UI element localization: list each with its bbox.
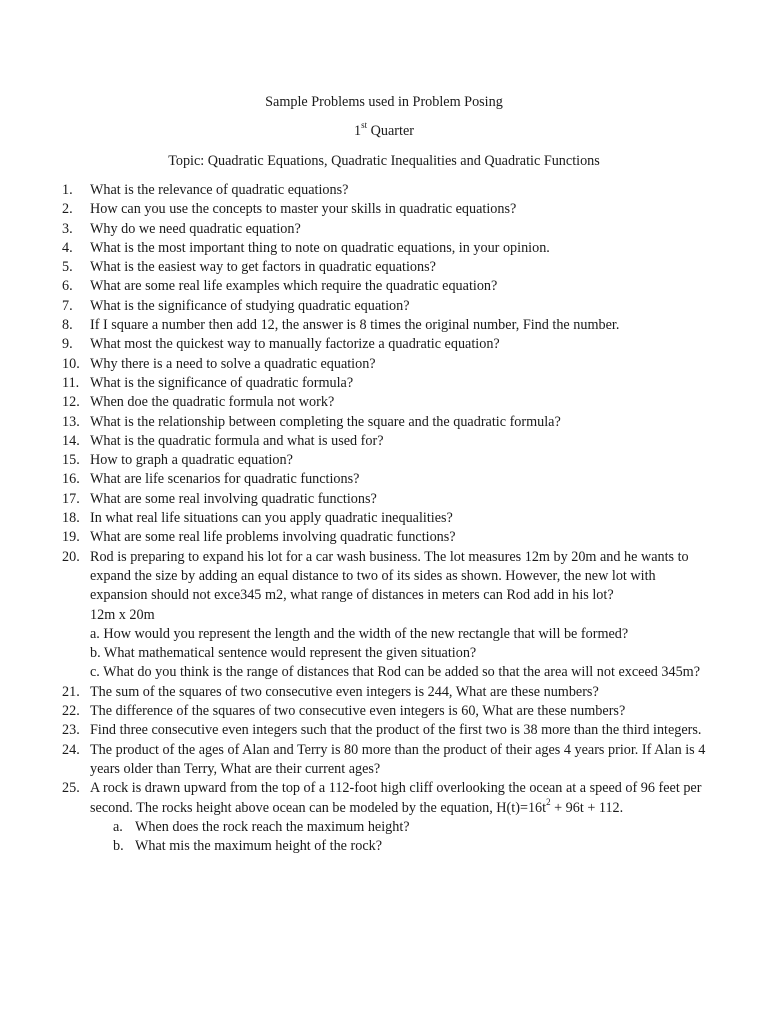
question-number: 24. [62, 741, 80, 758]
question-number: 10. [62, 355, 80, 372]
question-text: If I square a number then add 12, the answer is 8 times the original number, Find the number. [90, 317, 620, 334]
question-list [62, 181, 712, 856]
question-number: 7. [62, 297, 73, 314]
sub-question [90, 818, 712, 837]
sub-question [90, 837, 712, 856]
question-number: 2. [62, 201, 73, 218]
sub-question-list [90, 818, 712, 857]
question-number: 15. [62, 452, 80, 469]
sub-question-letter: b. [113, 838, 124, 855]
question-item [62, 432, 712, 451]
question-number: 6. [62, 278, 73, 295]
document-title: Sample Problems used in Problem Posing [265, 94, 503, 110]
question-number: 20. [62, 548, 80, 565]
question-number: 5. [62, 259, 73, 276]
question-text: Why there is a need to solve a quadratic equation? [90, 355, 376, 372]
question-number: 12. [62, 394, 80, 411]
question-number: 3. [62, 220, 73, 237]
quarter-heading [0, 122, 768, 141]
question-text: What is the significance of studying quadratic equation? [90, 297, 410, 314]
question-number: 21. [62, 683, 80, 700]
question-item [62, 277, 712, 296]
question-item [62, 297, 712, 316]
exponent: 2 [546, 796, 551, 807]
question-number: 19. [62, 529, 80, 546]
quarter-word: Quarter [370, 123, 414, 139]
question-item [62, 393, 712, 412]
sub-question-b: b. What mathematical sentence would represent the given situation? [90, 645, 477, 662]
quarter-number: 1 [354, 123, 362, 139]
question-text: The sum of the squares of two consecutive even integers is 244, What are these numbers? [90, 683, 599, 700]
question-number: 17. [62, 490, 80, 507]
topic-heading: Topic: Quadratic Equations, Quadratic Inequalities and Quadratic Functions [168, 153, 600, 169]
question-item [62, 528, 712, 547]
question-text: When doe the quadratic formula not work? [90, 394, 335, 411]
question-text: What is the relevance of quadratic equations? [90, 182, 349, 198]
question-item [62, 355, 712, 374]
quarter-ordinal-suffix: st [361, 120, 368, 131]
question-number: 1. [62, 182, 73, 198]
question-text-end: + 96t + 112. [550, 799, 624, 816]
question-text: What is the quadratic formula and what is used for? [90, 432, 384, 449]
question-number: 25. [62, 780, 80, 797]
question-text: The product of the ages of Alan and Terry is 80 more than the product of their ages 4 years prior. If Alan is 4 years older than Terry, What are their current ages? [90, 741, 706, 777]
question-text: What most the quickest way to manually factorize a quadratic equation? [90, 336, 500, 353]
sub-question-a: a. How would you represent the length and the width of the new rectangle that will be formed? [90, 625, 629, 642]
question-number: 11. [62, 374, 80, 391]
question-number: 9. [62, 336, 73, 353]
question-text: Why do we need quadratic equation? [90, 220, 301, 237]
question-text: What are some real involving quadratic functions? [90, 490, 377, 507]
question-number: 22. [62, 703, 80, 720]
question-text: Rod is preparing to expand his lot for a car wash business. The lot measures 12m by 20m and he wants to expand the size by adding an equal distance to two of its sides as shown. However, the new lot with expansion should not exce345 m2, what range of distances in meters can Rod add in his lot? [90, 548, 689, 604]
question-item [62, 239, 712, 258]
question-text: What is the easiest way to get factors in quadratic equations? [90, 259, 436, 276]
question-item [62, 683, 712, 702]
question-text: What is the significance of quadratic formula? [90, 374, 354, 391]
lot-dimensions: 12m x 20m [90, 606, 155, 623]
question-item [62, 258, 712, 277]
question-item [62, 741, 712, 780]
question-text: What is the most important thing to note on quadratic equations, in your opinion. [90, 239, 550, 256]
sub-question-letter: a. [113, 818, 123, 835]
question-text: How to graph a quadratic equation? [90, 452, 293, 469]
question-text: What is the relationship between completing the square and the quadratic formula? [90, 413, 561, 430]
question-text: The difference of the squares of two consecutive even integers is 60, What are these numbers? [90, 703, 626, 720]
sub-question-c: c. What do you think is the range of distances that Rod can be added so that the area will not exceed 345m? [90, 664, 701, 681]
question-item [62, 200, 712, 219]
question-item [62, 509, 712, 528]
sub-question-text: What mis the maximum height of the rock? [135, 838, 383, 855]
question-item-20 [62, 548, 712, 683]
question-number: 13. [62, 413, 80, 430]
question-item-25 [62, 779, 712, 856]
question-item [62, 181, 712, 200]
question-text: A rock is drawn upward from the top of a 112-foot high cliff overlooking the ocean at a speed of 96 feet per second. The rocks height above ocean can be modeled by the equation, H(t)=16t [90, 780, 702, 816]
question-number: 16. [62, 471, 80, 488]
sub-question-text: When does the rock reach the maximum height? [135, 818, 410, 835]
question-item [62, 374, 712, 393]
question-text: What are some real life examples which require the quadratic equation? [90, 278, 498, 295]
question-text: Find three consecutive even integers such that the product of the first two is 38 more than the third integers. [90, 722, 702, 739]
question-item [62, 451, 712, 470]
question-number: 4. [62, 239, 73, 256]
question-item [62, 335, 712, 354]
question-item [62, 470, 712, 489]
question-text: What are life scenarios for quadratic functions? [90, 471, 360, 488]
question-item [62, 316, 712, 335]
question-number: 23. [62, 722, 80, 739]
question-item [62, 721, 712, 740]
question-text: What are some real life problems involving quadratic functions? [90, 529, 456, 546]
question-item [62, 702, 712, 721]
question-number: 18. [62, 510, 80, 527]
question-text: In what real life situations can you apply quadratic inequalities? [90, 510, 453, 527]
question-item [62, 220, 712, 239]
question-text: How can you use the concepts to master your skills in quadratic equations? [90, 201, 517, 218]
question-item [62, 413, 712, 432]
question-item [62, 490, 712, 509]
question-number: 8. [62, 317, 73, 334]
question-number: 14. [62, 432, 80, 449]
